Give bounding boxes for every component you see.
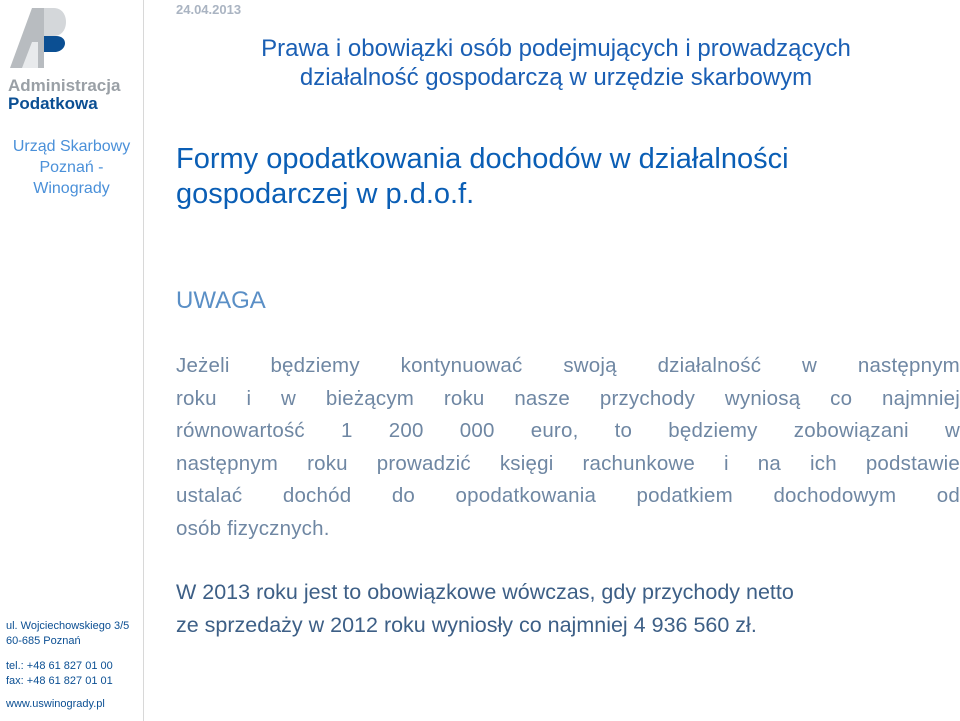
section-title-line1: Formy opodatkowania dochodów w działalności	[176, 143, 789, 175]
paragraph-1-line: roku i w bieżącym roku nasze przychody wyniosą co najmniej	[176, 386, 960, 410]
paragraph-2-line: ze sprzedaży w 2012 roku wyniosły co najmniej 4 936 560 zł.	[176, 613, 757, 637]
paragraph-1-line: równowartość 1 200 000 euro, to będziemy zobowiązani w	[176, 419, 960, 442]
logo-text-line2: Podatkowa	[8, 94, 98, 113]
phone-block	[6, 659, 140, 689]
phone-tel: tel.: +48 61 827 01 00	[6, 660, 113, 672]
office-name-line2: Poznań -	[39, 159, 104, 176]
presentation-title-line1: Prawa i obowiązki osób podejmujących i prowadzących	[261, 35, 851, 62]
address-street: ul. Wojciechowskiego 3/5	[6, 620, 130, 632]
paragraph-1-line: następnym roku prowadzić księgi rachunkowe i na ich podstawie	[176, 451, 960, 475]
section-title	[176, 142, 896, 212]
section-title-line2: gospodarczej w p.d.o.f.	[176, 178, 475, 210]
sidebar	[0, 0, 143, 721]
paragraph-1	[176, 350, 960, 545]
address-city: 60-685 Poznań	[6, 635, 81, 647]
logo-text-line1: Administracja	[8, 76, 121, 95]
office-name-line3: Winogrady	[33, 180, 110, 197]
phone-fax: fax: +48 61 827 01 01	[6, 675, 113, 687]
logo-icon	[4, 2, 74, 74]
paragraph-2	[176, 576, 960, 642]
office-name	[0, 136, 143, 199]
sidebar-divider	[143, 0, 144, 721]
presentation-title	[176, 34, 936, 92]
website-block	[6, 697, 140, 712]
paragraph-1-line: ustalać dochód do opodatkowania podatkiem dochodowym od	[176, 484, 960, 507]
administracja-podatkowa-logo	[4, 2, 124, 113]
date-label: 24.04.2013	[176, 2, 242, 17]
website-link[interactable]: www.uswinogrady.pl	[6, 698, 105, 710]
presentation-title-line2: działalność gospodarczą w urzędzie skarbowym	[299, 64, 813, 91]
paragraph-2-line: W 2013 roku jest to obowiązkowe wówczas, gdy przychody netto	[176, 580, 794, 604]
paragraph-1-last-line: osób fizycznych.	[176, 516, 330, 540]
note-label: UWAGA	[176, 287, 266, 314]
paragraph-1-line: Jeżeli będziemy kontynuować swoją działalność w następnym	[176, 354, 960, 377]
address-block	[6, 619, 140, 649]
office-name-line1: Urząd Skarbowy	[12, 138, 131, 155]
